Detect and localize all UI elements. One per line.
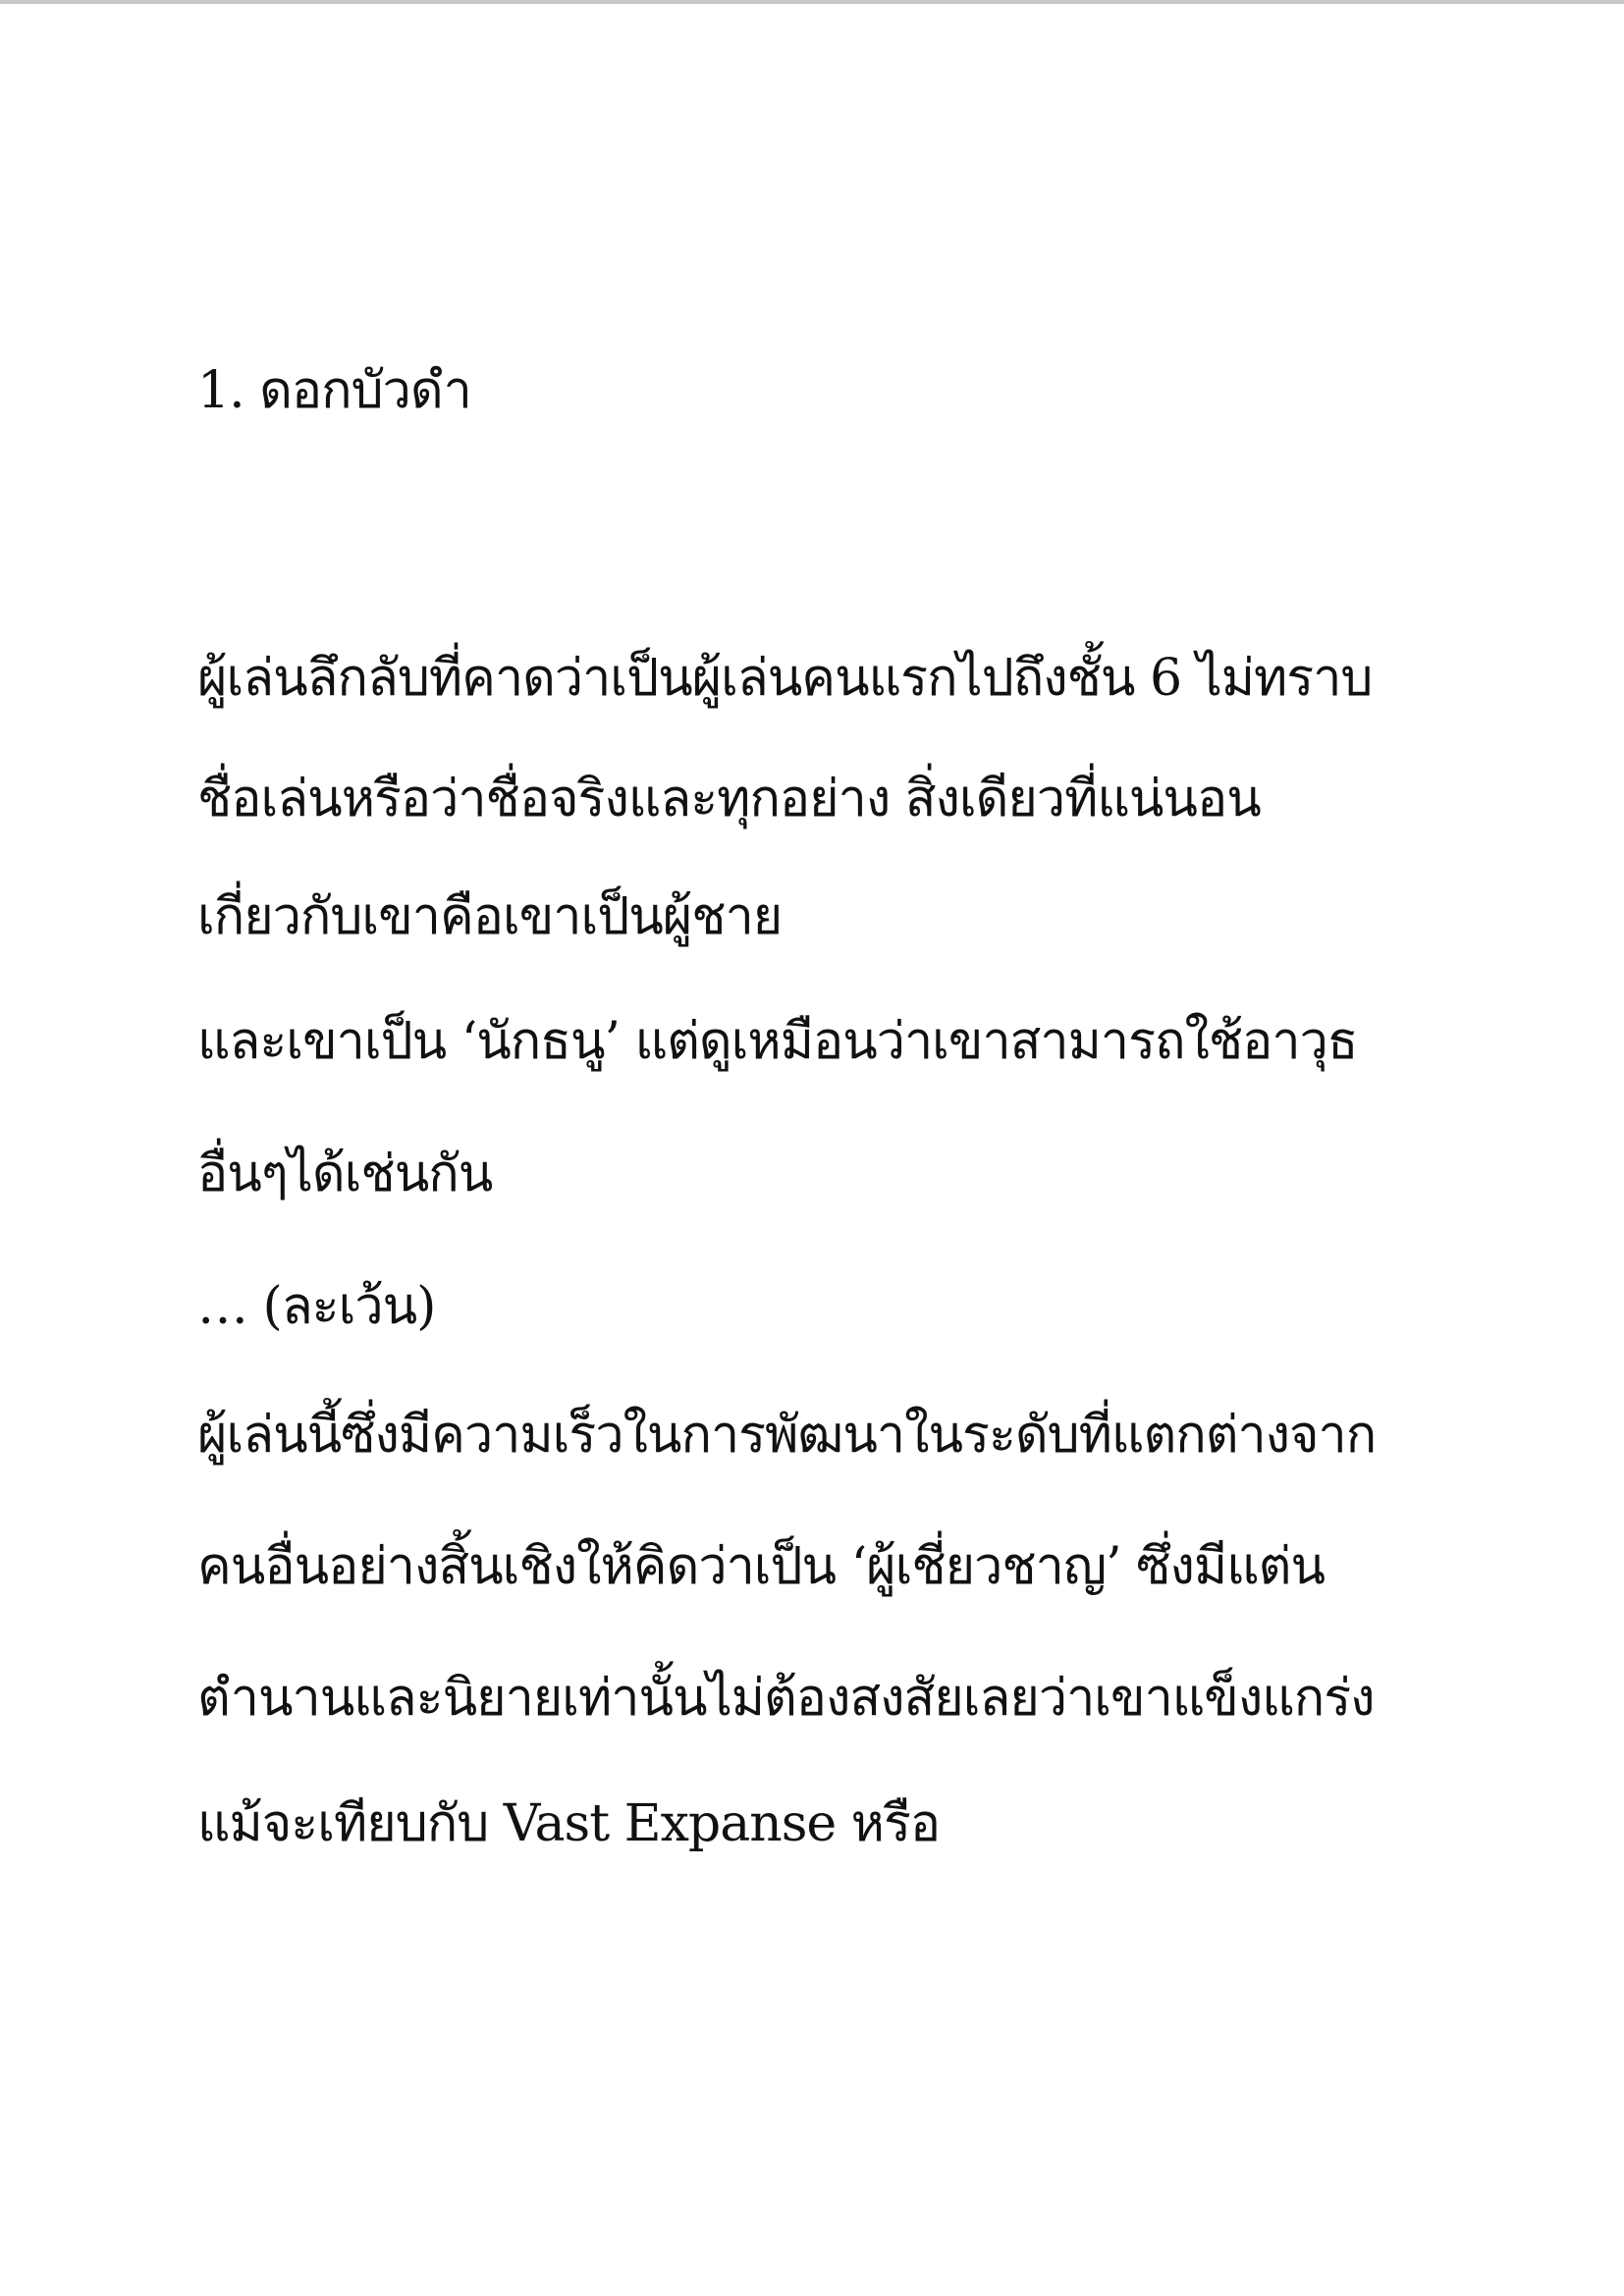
body-line: ตำนานและนิยายเท่านั้นไม่ต้องสงสัยเลยว่าเขาแข็งแกร่ง xyxy=(197,1669,1375,1728)
ellipsis-omitted-line: … (ละเว้น) xyxy=(197,1277,436,1336)
page-top-border xyxy=(0,0,1624,4)
body-line: ผู้เล่นลึกลับที่คาดว่าเป็นผู้เล่นคนแรกไปถึงชั้น 6 ไม่ทราบ xyxy=(197,649,1373,708)
body-line: คนอื่นอย่างสิ้นเชิงให้คิดว่าเป็น ‘ผู้เชี่ยวชาญ’ ซึ่งมีแต่น xyxy=(197,1537,1326,1596)
body-line: และเขาเป็น ‘นักธนู’ แต่ดูเหมือนว่าเขาสามารถใช้อาวุธ xyxy=(197,1012,1358,1071)
body-line: เกี่ยวกับเขาคือเขาเป็นผู้ชาย xyxy=(197,887,783,946)
body-line: อื่นๆได้เช่นกัน xyxy=(197,1145,493,1203)
body-line: ชื่อเล่นหรือว่าชื่อจริงและทุกอย่าง สิ่งเดียวที่แน่นอน xyxy=(197,770,1261,828)
body-line: ผู้เล่นนี้ซึ่งมีความเร็วในการพัฒนาในระดับที่แตกต่างจาก xyxy=(197,1406,1377,1465)
body-line: แม้จะเทียบกับ Vast Expanse หรือ xyxy=(197,1794,941,1853)
section-heading: 1. ดอกบัวดำ xyxy=(197,361,471,420)
